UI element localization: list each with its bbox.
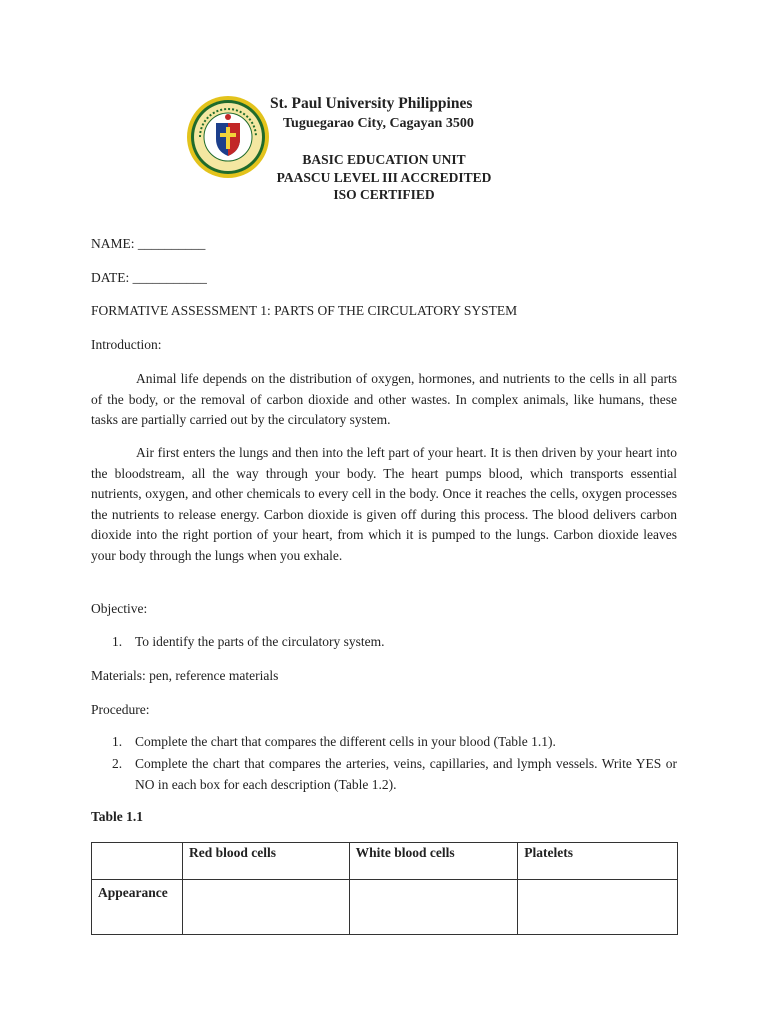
table-1-1: [91, 842, 678, 935]
procedure-item-2-text: Complete the chart that compares the arteries, veins, capillaries, and lymph vessels. Write YES or NO in each box for each description (Table 1.2).: [135, 756, 677, 792]
cell-appearance-red[interactable]: [182, 880, 349, 935]
procedure-label: Procedure:: [91, 702, 150, 717]
intro-paragraph-2: [91, 443, 677, 566]
unit-name: BASIC EDUCATION UNIT: [302, 152, 466, 167]
school-location: Tuguegarao City, Cagayan 3500: [283, 116, 474, 131]
objective-item: [112, 634, 385, 650]
table-header-row: [92, 843, 678, 880]
date-field[interactable]: DATE: ___________: [91, 270, 207, 285]
intro-paragraph-1: [91, 369, 677, 431]
accreditation: PAASCU LEVEL III ACCREDITED: [276, 169, 492, 185]
cell-appearance-white[interactable]: [349, 880, 518, 935]
procedure-item-2: [112, 754, 677, 795]
certification: ISO CERTIFIED: [333, 187, 435, 202]
procedure-item-2-number: 2.: [112, 756, 123, 771]
table-row: [92, 880, 678, 935]
name-field[interactable]: NAME: __________: [91, 236, 206, 251]
materials-line: Materials: pen, reference materials: [91, 668, 279, 683]
row-label-appearance: Appearance: [92, 880, 183, 935]
assessment-title: FORMATIVE ASSESSMENT 1: PARTS OF THE CIRCULATORY SYSTEM: [91, 303, 518, 318]
table-header-platelets: Platelets: [518, 843, 678, 880]
introduction-label: Introduction:: [91, 337, 162, 352]
table-header-white-blood-cells: White blood cells: [349, 843, 518, 880]
objective-item-text: To identify the parts of the circulatory system.: [135, 634, 385, 649]
table-header-empty: [92, 843, 183, 880]
table-1-1-caption: Table 1.1: [91, 809, 144, 824]
table-header-red-blood-cells: Red blood cells: [182, 843, 349, 880]
objective-item-number: 1.: [112, 634, 123, 649]
procedure-item-1: [112, 734, 556, 750]
procedure-item-1-text: Complete the chart that compares the different cells in your blood (Table 1.1).: [135, 734, 556, 749]
unit-block: [260, 151, 508, 204]
intro-paragraph-1-text: Animal life depends on the distribution of oxygen, hormones, and nutrients to the cells in all parts of the body, or the removal of carbon dioxide and other wastes. In complex animals, like humans, these tasks are partially carried out by the circulatory system.: [91, 371, 677, 427]
school-name: St. Paul University Philippines: [270, 95, 473, 112]
objective-label: Objective:: [91, 601, 148, 616]
university-seal-logo: [186, 95, 270, 179]
university-seal-icon: [186, 95, 270, 179]
procedure-item-1-number: 1.: [112, 734, 123, 749]
cell-appearance-platelets[interactable]: [518, 880, 678, 935]
intro-paragraph-2-text: Air first enters the lungs and then into the left part of your heart. It is then driven by your heart into the bloodstream, all the way through your body. The heart pumps blood, which transports essential nutrients, oxygen, and other chemicals to every cell in the body. Once it reaches the cells, oxygen processes the nutrients to release energy. Carbon dioxide is given off during this process. The blood delivers carbon dioxide into the right portion of your heart, from which it is pumped to the lungs. Carbon dioxide leaves your body through the lungs when you exhale.: [91, 445, 677, 563]
